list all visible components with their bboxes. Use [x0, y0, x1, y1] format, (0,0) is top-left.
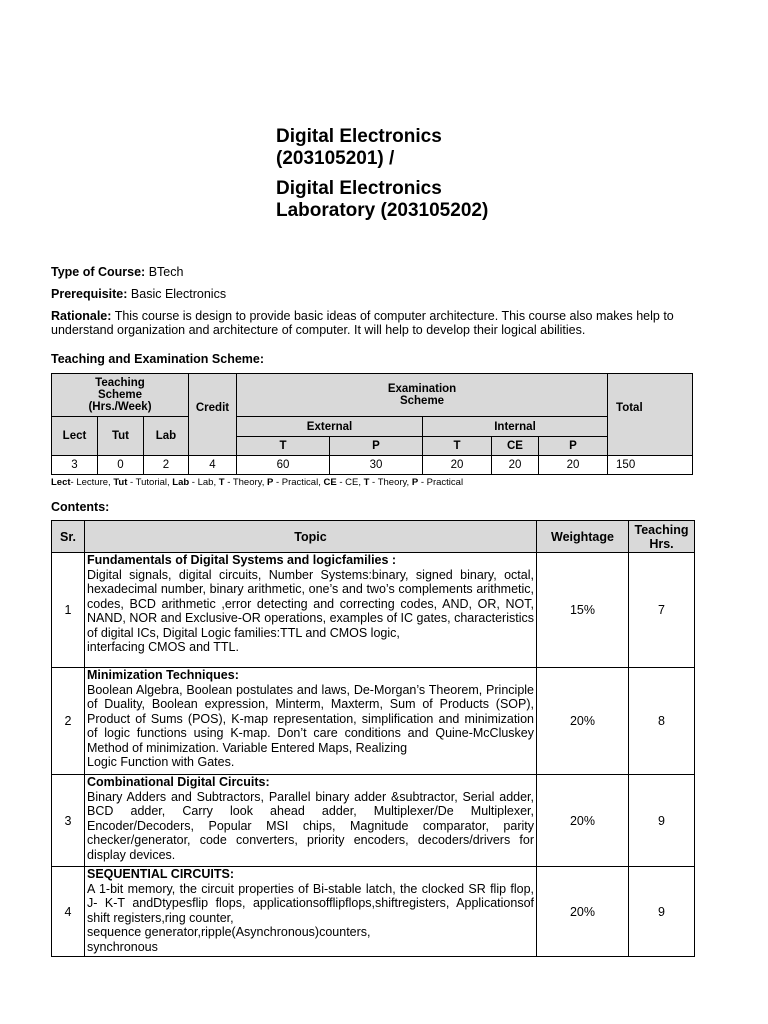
lect-header: Lect [52, 417, 98, 456]
topic-title: Fundamentals of Digital Systems and logicfamilies : [87, 553, 397, 567]
type-of-course-value: BTech [148, 265, 184, 279]
credit-value: 4 [189, 456, 237, 475]
internal-practical-value: 20 [539, 456, 608, 475]
internal-ce-value: 20 [492, 456, 539, 475]
topic-cell [85, 775, 537, 867]
sr-header: Sr. [52, 521, 85, 553]
prerequisite [51, 287, 701, 301]
weightage-cell: 20% [537, 867, 629, 957]
internal-ce-header: CE [492, 437, 539, 456]
weightage-header: Weightage [537, 521, 629, 553]
internal-practical-header: P [539, 437, 608, 456]
rationale-value: This course is design to provide basic ideas of computer architecture. This course also makes help to understand organization and architecture of computer. It will help to develop their logical abilities. [51, 309, 674, 337]
weightage-cell: 15% [537, 553, 629, 668]
course-title [276, 126, 576, 222]
teaching-hrs-cell: 9 [629, 775, 695, 867]
rationale-label: Rationale: [51, 309, 112, 323]
credit-header: Credit [189, 374, 237, 456]
topic-title: Minimization Techniques: [87, 668, 239, 682]
contents-header-row [52, 521, 695, 553]
table-row [52, 553, 695, 668]
table-row [52, 668, 695, 775]
total-value: 150 [608, 456, 693, 475]
tut-header: Tut [98, 417, 144, 456]
contents-heading: Contents: [51, 500, 110, 514]
prerequisite-label: Prerequisite: [51, 287, 128, 301]
table-row [52, 867, 695, 957]
topic-title: Combinational Digital Circuits: [87, 775, 270, 789]
title-line-1: Digital Electronics [276, 126, 442, 147]
tut-value: 0 [98, 456, 144, 475]
topic-cell [85, 867, 537, 957]
internal-header: Internal [423, 417, 608, 437]
internal-theory-value: 20 [423, 456, 492, 475]
title-line-3: Digital Electronics [276, 178, 442, 199]
teaching-hrs-cell: 8 [629, 668, 695, 775]
total-header: Total [608, 374, 693, 456]
contents-table [51, 520, 695, 957]
weightage-cell: 20% [537, 775, 629, 867]
title-line-2: (203105201) / [276, 148, 395, 169]
lect-value: 3 [52, 456, 98, 475]
external-practical-header: P [330, 437, 423, 456]
topic-body: A 1-bit memory, the circuit properties of Bi-stable latch, the clocked SR flip flop, J- K-T andDtypesflip flops, applicationsofflipflops,shiftregisters, Applicationsof shift registers,ring counter, sequence generator,ripple(Asynchronous)counters, synchronous [87, 881, 534, 954]
sr-cell: 2 [52, 668, 85, 775]
scheme-table [51, 373, 693, 475]
lab-value: 2 [144, 456, 189, 475]
examination-scheme-header: Examination Scheme [237, 374, 608, 417]
external-header: External [237, 417, 423, 437]
topic-cell [85, 553, 537, 668]
scheme-heading: Teaching and Examination Scheme: [51, 352, 265, 366]
lab-header: Lab [144, 417, 189, 456]
teaching-scheme-header: Teaching Scheme (Hrs./Week) [52, 374, 189, 417]
external-theory-header: T [237, 437, 330, 456]
rationale [51, 309, 701, 337]
sr-cell: 4 [52, 867, 85, 957]
teaching-hrs-cell: 7 [629, 553, 695, 668]
prerequisite-value: Basic Electronics [130, 287, 227, 301]
topic-cell [85, 668, 537, 775]
topic-body: Digital signals, digital circuits, Number Systems:binary, signed binary, octal, hexadecimal number, binary arithmetic, one’s and two’s complements arithmetic, codes, BCD arithmetic ,error detecting and correcting codes, AND, OR, NOT, NAND, NOR and Exclusive-OR operations, examples of IC gates, characteristics of digital ICs, Digital Logic families:TTL and CMOS logic, interfacing CMOS and TTL. [87, 567, 534, 654]
weightage-cell: 20% [537, 668, 629, 775]
topic-title: SEQUENTIAL CIRCUITS: [87, 867, 234, 881]
external-practical-value: 30 [330, 456, 423, 475]
topic-header: Topic [85, 521, 537, 553]
teaching-hrs-cell: 9 [629, 867, 695, 957]
sr-cell: 1 [52, 553, 85, 668]
external-theory-value: 60 [237, 456, 330, 475]
teaching-hrs-header: Teaching Hrs. [629, 521, 695, 553]
topic-body: Binary Adders and Subtractors, Parallel binary adder &subtractor, Serial adder, BCD adder, Carry look ahead adder, Multiplexer/De Multiplexer, Encoder/Decoders, Popular MSI chips, Magnitude comparator, parity checker/generator, code converters, priority encoders, decoders/drivers for display devices. [87, 789, 534, 862]
topic-body: Boolean Algebra, Boolean postulates and laws, De-Morgan’s Theorem, Principle of Duality, Boolean expression, Minterm, Maxterm, Sum of Products (SOP), Product of Sums (POS), K-map representation, simplification and minimization of logic functions using K-map. Don’t care conditions and Quine-McCluskey Method of minimization. Variable Entered Maps, Realizing Logic Function with Gates. [87, 682, 534, 769]
table-row [52, 775, 695, 867]
type-of-course [51, 265, 701, 279]
sr-cell: 3 [52, 775, 85, 867]
internal-theory-header: T [423, 437, 492, 456]
type-of-course-label: Type of Course: [51, 265, 146, 279]
scheme-legend: Lect- Lecture, Tut - Tutorial, Lab - Lab, T - Theory, P - Practical, CE - CE, T - Theory, P - Practical [51, 477, 464, 488]
title-line-4: Laboratory (203105202) [276, 200, 489, 221]
